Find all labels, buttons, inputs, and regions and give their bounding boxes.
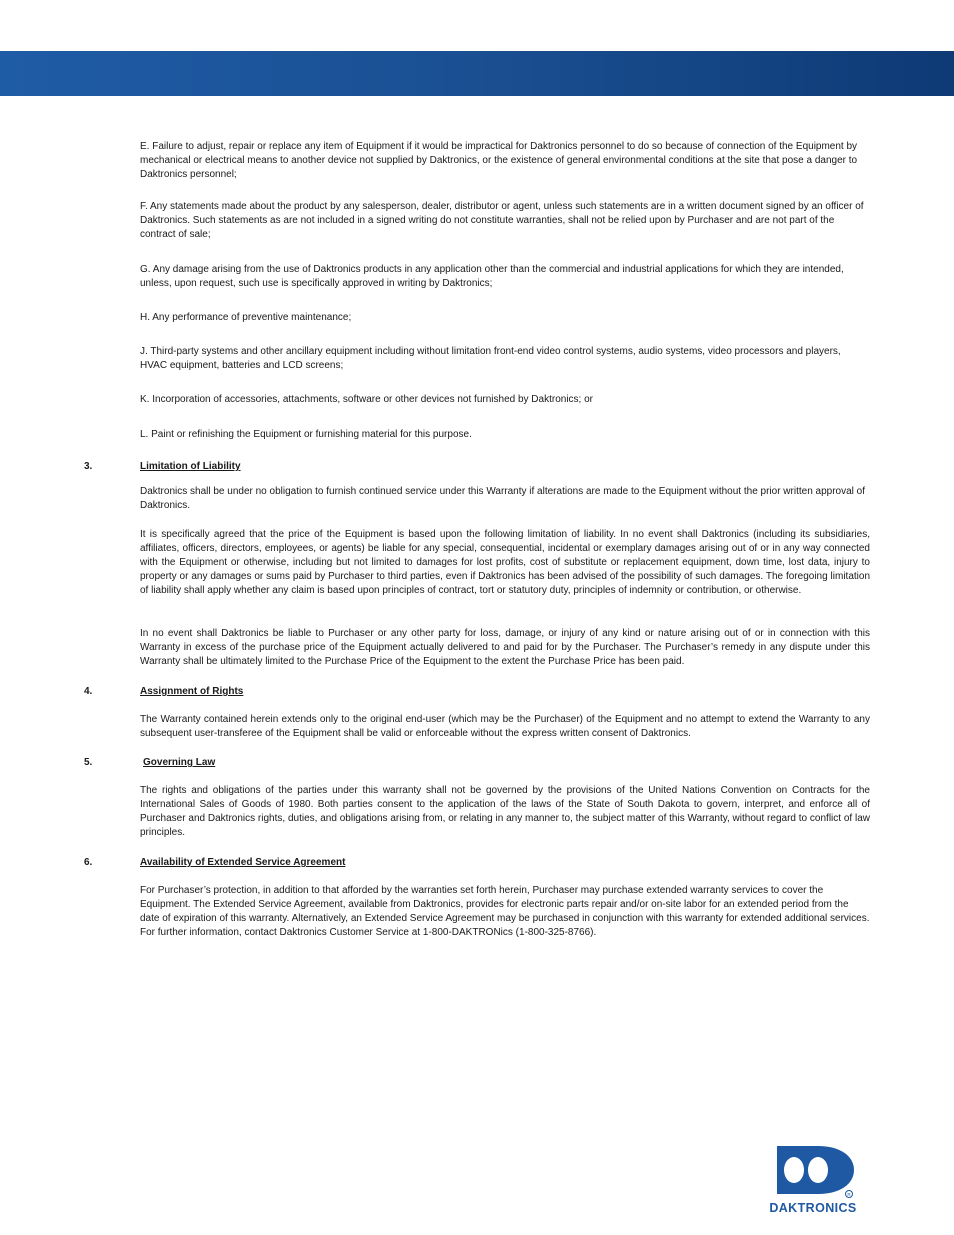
section-3-paragraph-3: In no event shall Daktronics be liable to Purchaser or any other party for loss, damage, or injury of any kind or nature arising out of or in connection with this Warranty in excess of the purchase price of the Equipment actually delivered to and paid for by the Purchaser. The Purchaser’s remedy in any dispute under this Warranty shall be ultimately limited to the Purchase Price of the Equipment to the extent the Purchase Price has been paid. <box>140 628 870 667</box>
daktronics-logo <box>754 1143 872 1217</box>
section-3-number: 3. <box>84 461 93 472</box>
section-3-paragraph-1: Daktronics shall be under no obligation to furnish continued service under this Warranty if alterations are made to the Equipment without the prior written approval of Daktronics. <box>140 486 866 511</box>
section-3-paragraph-2: It is specifically agreed that the price of the Equipment is based upon the following limitation of liability. In no event shall Daktronics (including its subsidiaries, affiliates, officers, directors, employees, or agents) be liable for any special, consequential, incidental or exemplary damages arising out of or in any way connected with the Equipment or otherwise, including but not limited to damages for lost profits, cost of substitute or replacement equipment, down time, lost data, injury to property or any damages or sums paid by Purchaser to third parties, even if Daktronics has been advised of the possibility of such damages. The foregoing limitation of liability shall apply whether any claim is based upon principles of contract, tort or statutory duty, principles of indemnity or contribution, or otherwise. <box>140 529 870 596</box>
paragraph-h: H. Any performance of preventive maintenance; <box>140 312 352 323</box>
paragraph-g: G. Any damage arising from the use of Daktronics products in any application other than the commercial and industrial applications for which they are intended, unless, upon request, such use is specifically approved in writing by Daktronics; <box>140 264 844 289</box>
daktronics-wordmark: DAKTRONICS <box>769 1201 857 1215</box>
section-5-paragraph-1: The rights and obligations of the parties under this warranty shall not be governed by the provisions of the United Nations Convention on Contracts for the International Sales of Goods of 1980. Both parties consent to the application of the laws of the State of South Dakota to govern, interpret, and enforce all of Purchaser and Daktronics rights, duties, and obligations arising from, or relating in any manner to, the subject matter of this Warranty, without regard to conflict of law principles. <box>140 785 870 838</box>
paragraph-f: F. Any statements made about the product by any salesperson, dealer, distributor or agent, unless such statements are in a written document signed by an officer of Daktronics. Such statements as are not included in a signed writing do not constitute warranties, shall not be relied upon by Purchaser and are not part of the contract of sale; <box>140 201 864 240</box>
section-6-paragraph-1: For Purchaser’s protection, in addition to that afforded by the warranties set forth herein, Purchaser may purchase extended warranty services to cover the Equipment. The Extended Service Agreement, available from Daktronics, provides for electronic parts repair and/or on-site labor for an extended period from the date of expiration of this warranty. Alternatively, an Extended Service Agreement may be purchased in conjunction with this warranty for extended additional services. For further information, contact Daktronics Customer Service at 1-800-DAKTRONics (1-800-325-8766). <box>140 885 870 938</box>
section-4-paragraph-1: The Warranty contained herein extends only to the original end-user (which may be the Purchaser) of the Equipment and no attempt to extend the Warranty to any subsequent user-transferee of the Equipment shall be valid or enforceable without the express written consent of Daktronics. <box>140 714 870 739</box>
header-bar <box>0 51 954 96</box>
section-6-number: 6. <box>84 857 93 868</box>
section-5-number: 5. <box>84 757 93 768</box>
paragraph-k: K. Incorporation of accessories, attachments, software or other devices not furnished by Daktronics; or <box>140 394 593 405</box>
paragraph-l: L. Paint or refinishing the Equipment or furnishing material for this purpose. <box>140 429 472 440</box>
section-6-title: Availability of Extended Service Agreement <box>140 857 346 868</box>
section-5-title: Governing Law <box>143 757 216 768</box>
daktronics-d-icon <box>774 1143 854 1201</box>
paragraph-j: J. Third-party systems and other ancillary equipment including without limitation front-end video control systems, audio systems, video processors and players, HVAC equipment, batteries and LCD screens; <box>140 346 841 371</box>
section-3-title: Limitation of Liability <box>140 461 241 472</box>
section-4-number: 4. <box>84 686 93 697</box>
paragraph-e: E. Failure to adjust, repair or replace any item of Equipment if it would be impractical for Daktronics personnel to do so because of connection of the Equipment by mechanical or electrical means to another device not supplied by Daktronics, or the existence of general environmental conditions at the site that pose a danger to Daktronics personnel; <box>140 141 858 180</box>
section-4-title: Assignment of Rights <box>140 686 244 697</box>
svg-text:R: R <box>847 1192 851 1197</box>
